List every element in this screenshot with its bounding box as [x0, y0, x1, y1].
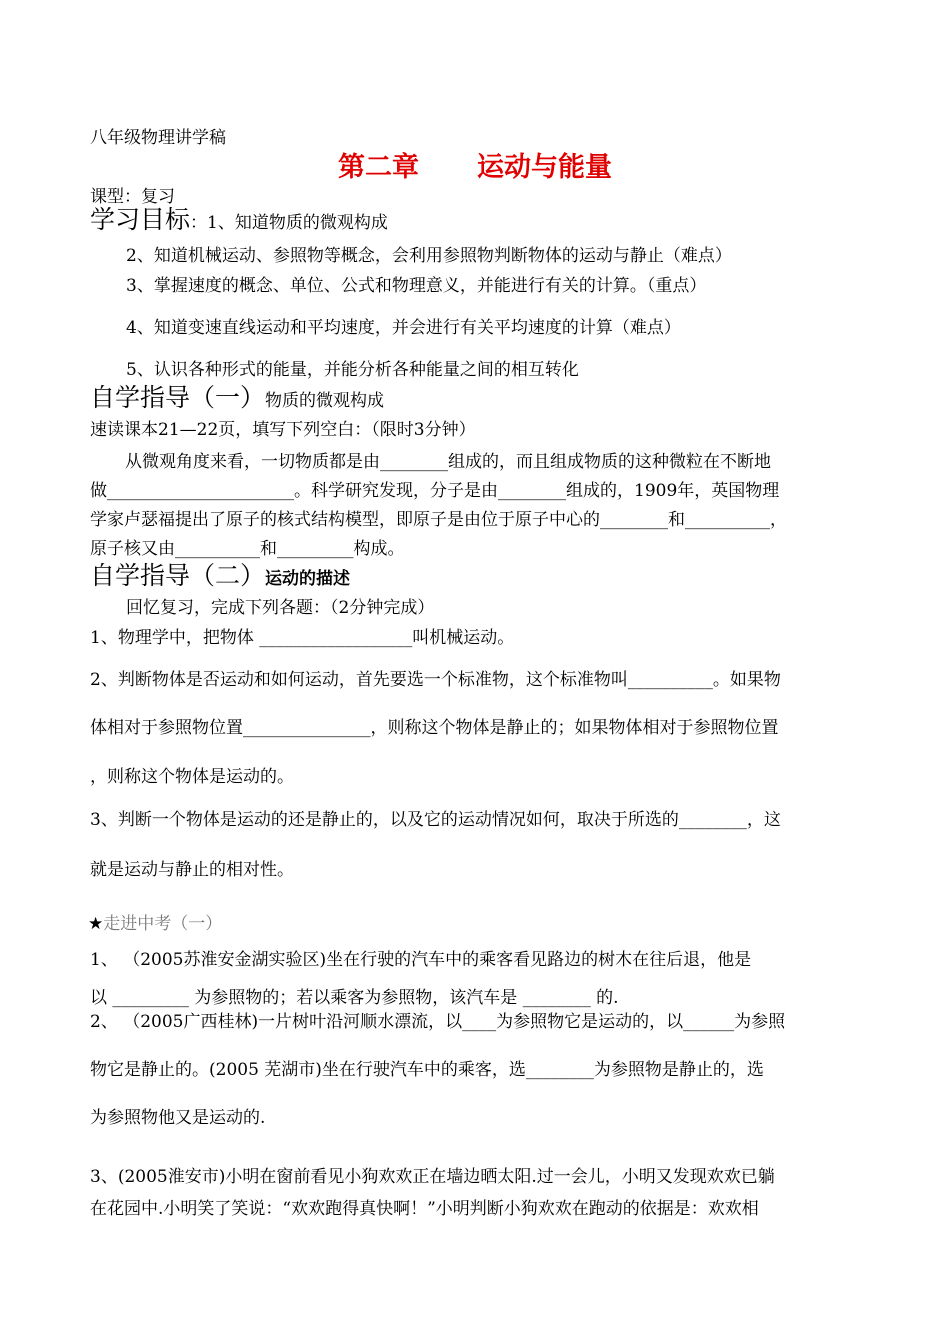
- exam-line: 为参照物他又是运动的.: [90, 1108, 266, 1128]
- chapter-title: [0, 150, 950, 186]
- objective-item: ：1、知道物质的微观构成: [190, 213, 388, 233]
- exam-line: 在花园中.小明笑了笑说：“欢欢跑得真快啊！”小明判断小狗欢欢在跑动的依据是：欢欢相: [90, 1199, 759, 1219]
- guide2-heading: 自学指导（二）: [90, 561, 266, 590]
- objective-item: 4、知道变速直线运动和平均速度，并会进行有关平均速度的计算（难点）: [126, 318, 681, 338]
- exam-line: 2、 （2005广西桂林)一片树叶沿河顺水漂流，以____为参照物它是运动的，以______为参照: [90, 1012, 786, 1032]
- guide2-line: 2、判断物体是否运动和如何运动，首先要选一个标准物，这个标准物叫__________。如果物: [90, 670, 781, 690]
- objective-item: 2、知道机械运动、参照物等概念，会利用参照物判断物体的运动与静止（难点）: [126, 246, 732, 266]
- guide2-heading-line: [90, 561, 351, 591]
- star-icon: ★: [88, 914, 104, 934]
- exam-line: 以 _________ 为参照物的；若以乘客为参照物，该汽车是 ________ 的.: [90, 988, 619, 1008]
- exam-heading-line: [88, 912, 222, 936]
- guide1-instruction: 速读课本21—22页，填写下列空白：（限时3分钟）: [90, 420, 476, 440]
- guide1-line: 原子核又由__________和_________构成。: [90, 539, 405, 559]
- exam-line: 物它是静止的。(2005 芜湖市)坐在行驶汽车中的乘客，选________为参照物是静止的，选: [90, 1060, 764, 1080]
- guide1-line: 学家卢瑟福提出了原子的核式结构模型，即原子是由位于原子中心的________和__________，: [90, 510, 787, 530]
- objective-item: 5、认识各种形式的能量，并能分析各种能量之间的相互转化: [126, 360, 579, 380]
- guide2-line: ，则称这个物体是运动的。: [90, 767, 294, 787]
- lesson-type: 课型：复习: [90, 187, 175, 207]
- guide1-topic: 物质的微观构成: [265, 391, 385, 411]
- guide2-line: 就是运动与静止的相对性。: [90, 860, 294, 880]
- guide1-line: 从微观角度来看，一切物质都是由________组成的，而且组成物质的这种微粒在不断地: [125, 452, 771, 472]
- exam-line: 1、 （2005苏淮安金湖实验区)坐在行驶的汽车中的乘客看见路边的树木在往后退，他是: [90, 950, 752, 970]
- chapter-number: 第二章: [338, 152, 419, 183]
- guide1-heading: 自学指导（一）: [90, 383, 266, 412]
- objectives-first-line: [90, 205, 388, 235]
- objective-item: 3、掌握速度的概念、单位、公式和物理意义，并能进行有关的计算。（重点）: [126, 276, 707, 296]
- guide2-line: 1、物理学中，把物体 __________________叫机械运动。: [90, 628, 515, 648]
- guide2-topic: 运动的描述: [265, 569, 351, 589]
- guide2-instruction: 回忆复习，完成下列各题：（2分钟完成）: [126, 598, 435, 618]
- exam-heading: 走进中考（一）: [103, 914, 223, 934]
- guide1-line: 做______________________。科学研究发现，分子是由________组成的，1909年，英国物理: [90, 481, 780, 501]
- guide2-line: 3、判断一个物体是运动的还是静止的，以及它的运动情况如何，取决于所选的________，这: [90, 810, 781, 830]
- chapter-name: 运动与能量: [477, 152, 612, 183]
- guide2-line: 体相对于参照物位置_______________，则称这个物体是静止的；如果物体相对于参照物位置: [90, 718, 779, 738]
- document-subtitle: 八年级物理讲学稿: [90, 128, 226, 148]
- guide1-heading-line: [90, 383, 385, 413]
- exam-line: 3、(2005淮安市)小明在窗前看见小狗欢欢正在墙边晒太阳.过一会儿，小明又发现欢欢已躺: [90, 1167, 775, 1187]
- objectives-heading: 学习目标: [90, 205, 191, 234]
